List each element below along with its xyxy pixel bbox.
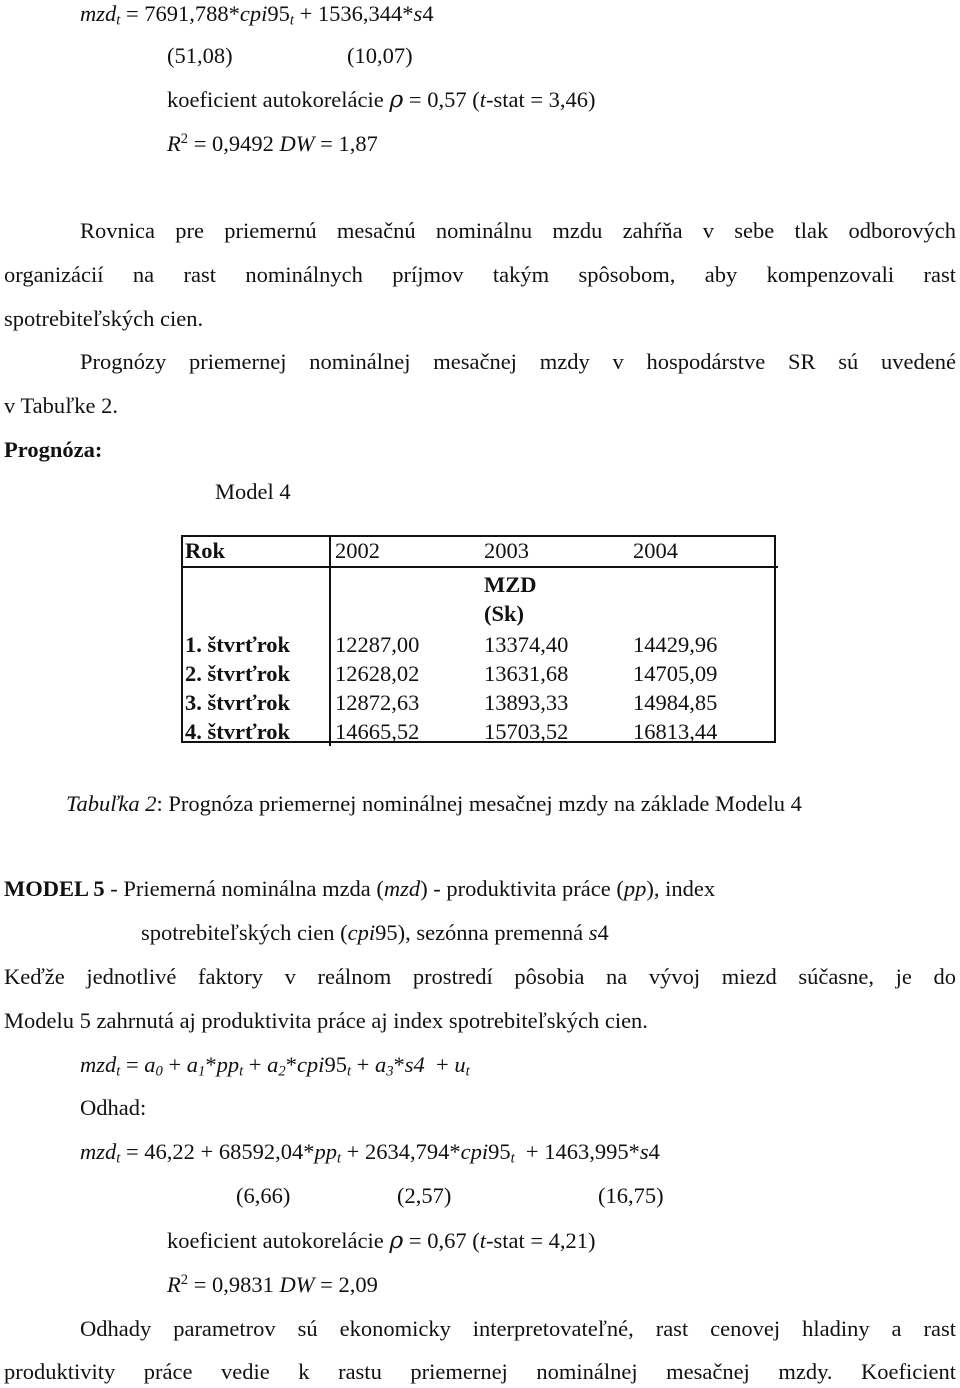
paragraph2-line2: v Tabuľke 2. — [4, 393, 119, 418]
model5-estimate: $mzd_t = 46,22 + 68592,04*pp_t + 2634,794*cpi95_t + 1463,995*s4$ — [80, 1139, 660, 1167]
header-rok: Rok — [181, 535, 330, 567]
r2-sup: 2 — [180, 131, 189, 147]
model4-autocorrelation — [167, 85, 596, 113]
paragraph4-line2: produktivity práce vedie k rastu priemernej nominálnej mesačnej mzdy. Koeficient — [4, 1359, 956, 1384]
model5-tvalue-1: (6,66) — [236, 1183, 291, 1208]
t-letter: t — [479, 87, 486, 112]
model4-equation — [80, 3, 434, 28]
estimate-label: Odhad: — [80, 1095, 147, 1120]
dw-value: = 1,87 — [314, 131, 378, 157]
caption-text: : Prognóza priemernej nominálnej mesačnej mzdy na základe Modelu 4 — [156, 791, 802, 816]
eq-var2: s — [413, 1, 423, 26]
table-caption — [66, 793, 802, 816]
eq-var1-sub: t — [289, 12, 294, 29]
header-2004: 2004 — [629, 535, 778, 567]
header-2003: 2003 — [480, 535, 629, 567]
eq-const: = 7691,788* — [120, 1, 240, 26]
model5-heading: MODEL 5 - Priemerná nominálna mzda (mzd) - produktivita práce (pp), index — [4, 876, 716, 901]
table-row: 2. štvrťrok 12628,02 13631,68 14705,09 — [181, 659, 778, 688]
rho-symbol: ρ — [389, 85, 404, 113]
autocorr-label: koeficient autokorelácie — [167, 87, 390, 112]
r2-letter: R — [167, 131, 181, 157]
table-row: 1. štvrťrok 12287,00 13374,40 14429,96 — [181, 630, 778, 659]
unit-label: MZD (Sk) — [484, 572, 537, 626]
model5-fit-stats: $R^2 = 0,9831$ DW = 2,09 — [167, 1272, 378, 1298]
eq-lhs: mzd — [80, 1, 117, 26]
autocorr-value: = 0,57 ( — [403, 87, 480, 112]
model-label: Model 4 — [215, 479, 291, 504]
paragraph3-line1: Keďže jednotlivé faktory v reálnom prostredí pôsobia na vývoj miezd súčasne, je do — [4, 964, 956, 989]
caption-label: Tabuľka 2 — [66, 791, 157, 816]
table-row: 3. štvrťrok 12872,63 13893,33 14984,85 — [181, 688, 778, 717]
dw-label: DW — [279, 131, 315, 157]
model5-tvalue-3: (16,75) — [598, 1183, 664, 1208]
model4-fit-stats — [167, 132, 378, 156]
eq-var2-num: 4 — [422, 1, 434, 26]
model5-specification: $mzd_t = a_0 + a_1*pp_t + a_2*cpi95_t + a_3*s4 + u_t$ — [80, 1052, 470, 1080]
model5-heading-cont: spotrebiteľských cien (cpi95), sezónna premenná s4 — [141, 920, 609, 945]
model5-autocorrelation: koeficient autokorelácie ρ = 0,67 (t-stat = 4,21) — [167, 1226, 596, 1254]
table-row: 4. štvrťrok 14665,52 15703,52 16813,44 — [181, 717, 778, 746]
r2-value: = 0,9492 — [188, 131, 280, 157]
eq-coef1: + 1536,344* — [293, 1, 414, 26]
autocorr-tstat: -stat = 3,46) — [485, 87, 596, 112]
paragraph3-line2: Modelu 5 zahrnutá aj produktivita práce aj index spotrebiteľských cien. — [4, 1008, 648, 1033]
paragraph1-line3: spotrebiteľských cien. — [4, 306, 204, 331]
header-2002: 2002 — [330, 535, 480, 567]
model4-tvalue-1: (51,08) — [167, 43, 233, 68]
forecast-heading: Prognóza: — [4, 437, 103, 462]
paragraph1-line2: organizácií na rast nominálnych príjmov takým spôsobom, aby kompenzovali rast — [4, 262, 956, 287]
paragraph2-line1: Prognózy priemernej nominálnej mesačnej mzdy v hospodárstve SR sú uvedené — [80, 349, 956, 374]
table-unit-row — [181, 567, 778, 630]
model5-tvalue-2: (2,57) — [397, 1183, 452, 1208]
table-header-row — [181, 535, 778, 567]
eq-sub: t — [116, 12, 121, 29]
eq-var1: cpi — [239, 1, 268, 26]
paragraph1-line1: Rovnica pre priemernú mesačnú nominálnu mzdu zahŕňa v sebe tlak odborových — [80, 218, 956, 243]
model4-tvalue-2: (10,07) — [347, 43, 413, 68]
paragraph4-line1: Odhady parametrov sú ekonomicky interpretovateľné, rast cenovej hladiny a rast — [80, 1316, 956, 1341]
forecast-table — [181, 535, 778, 746]
eq-var1-num: 95 — [267, 1, 290, 26]
